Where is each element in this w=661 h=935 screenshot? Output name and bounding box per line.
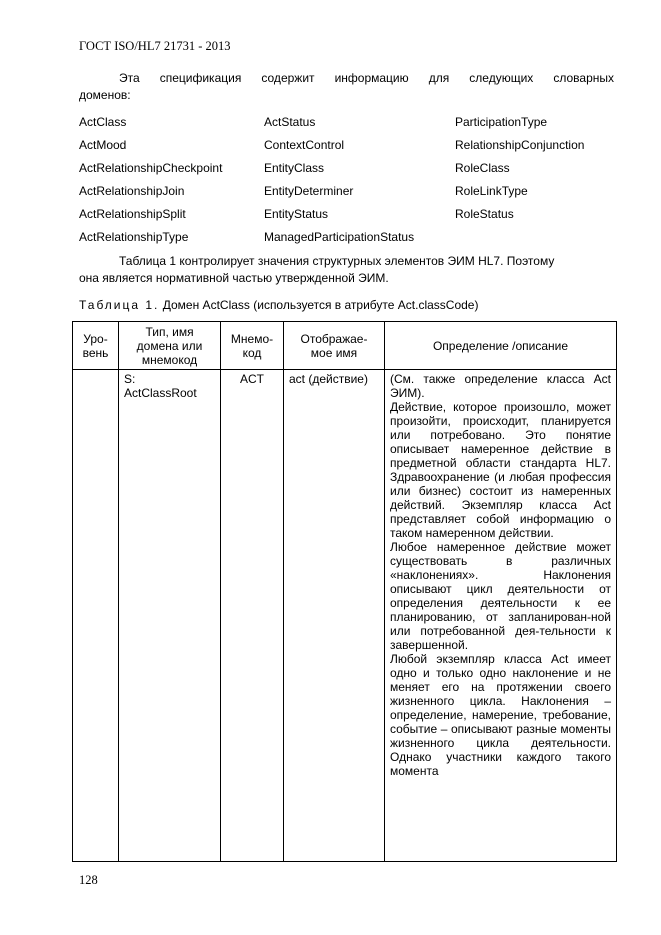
header-mnemonic: Мнемо- код xyxy=(221,322,284,370)
cell-type-name: S: ActClassRoot xyxy=(119,370,221,862)
intro-paragraph xyxy=(79,70,614,104)
intro-word: следующих xyxy=(469,71,534,85)
domain-name: ActRelationshipJoin xyxy=(79,184,185,198)
table-intro-paragraph xyxy=(79,253,614,287)
header-level: Уро- вень xyxy=(73,322,119,370)
page-number: 128 xyxy=(79,873,98,887)
domain-name: ActClass xyxy=(79,115,127,129)
domain-name: RoleClass xyxy=(455,161,510,175)
domain-row xyxy=(79,161,619,184)
cell-level xyxy=(73,370,119,862)
domain-name: ContextControl xyxy=(264,138,345,152)
table-caption-text: Домен ActClass (используется в атрибуте Act.classCode) xyxy=(159,298,479,312)
domain-name: EntityClass xyxy=(264,161,325,175)
domain-row xyxy=(79,184,619,207)
cell-display-name: act (действие) xyxy=(284,370,385,862)
cell-definition xyxy=(385,370,617,862)
table-intro-line-2: она является нормативной частью утвержденной ЭИМ. xyxy=(79,271,389,285)
domain-name: ParticipationType xyxy=(455,115,548,129)
table-intro-line-1: Таблица 1 контролирует значения структурных элементов ЭИМ HL7. Поэтому xyxy=(119,254,555,268)
table-caption-label: Таблица 1. xyxy=(79,298,160,312)
domain-row xyxy=(79,230,619,253)
definition-paragraph: Любое намеренное действие может существовать в различных «наклонениях». Наклонения описывают цикл деятельности от определения деятельности к ее планированию, от запланирован-ной или потребованной дея-тельности к завершенной. xyxy=(390,540,611,652)
intro-word: содержит xyxy=(261,71,315,85)
domain-name: ActRelationshipSplit xyxy=(79,207,186,221)
domain-name: RoleLinkType xyxy=(455,184,528,198)
domain-name: EntityStatus xyxy=(264,207,329,221)
intro-line-1 xyxy=(79,70,614,87)
domain-name: EntityDeterminer xyxy=(264,184,354,198)
domain-name: RoleStatus xyxy=(455,207,514,221)
domain-row xyxy=(79,115,619,138)
domain-row xyxy=(79,207,619,230)
document-header: ГОСТ ISO/HL7 21731 - 2013 xyxy=(79,39,231,53)
domain-name: ActRelationshipCheckpoint xyxy=(79,161,223,175)
intro-word: для xyxy=(428,71,450,85)
domain-name: RelationshipConjunction xyxy=(455,138,585,152)
intro-word: Эта xyxy=(119,71,140,85)
header-definition: Определение /описание xyxy=(385,322,617,370)
intro-word: словарных xyxy=(553,71,614,85)
domain-list xyxy=(79,115,619,253)
header-display-name: Отображае- мое имя xyxy=(284,322,385,370)
header-type-name: Тип, имя домена или мнемокод xyxy=(119,322,221,370)
domain-name: ManagedParticipationStatus xyxy=(264,230,415,244)
intro-line-2: доменов: xyxy=(79,88,131,102)
intro-word: спецификация xyxy=(159,71,242,85)
definition-paragraph: Любой экземпляр класса Act имеет одно и только одно наклонение и не меняет его на протяжении своего жизненного цикла. Наклонения – определение, намерение, требование, событие – описывают разные моменты жизненного цикла деятельности. Однако участники каждого такого момента xyxy=(390,652,611,778)
domain-row xyxy=(79,138,619,161)
domain-name: ActMood xyxy=(79,138,127,152)
domain-name: ActStatus xyxy=(264,115,316,129)
intro-word: информацию xyxy=(334,71,409,85)
table-row xyxy=(73,370,617,862)
definition-paragraph: Действие, которое произошло, может произойти, происходит, планируется или потребовано. Это понятие описывает намеренное действие в предметной области стандарта HL7. Здравоохранение (и любая профессия или бизнес) состоит из намеренных действий. Экземпляр класса Act представляет собой информацию о таком намеренном действии. xyxy=(390,400,611,540)
cell-mnemonic: ACT xyxy=(221,370,284,862)
domain-name: ActRelationshipType xyxy=(79,230,189,244)
table-header-row xyxy=(73,322,617,370)
definition-paragraph: (См. также определение класса Act ЭИМ). xyxy=(390,372,611,400)
actclass-table xyxy=(72,321,617,862)
table-caption xyxy=(79,298,478,312)
